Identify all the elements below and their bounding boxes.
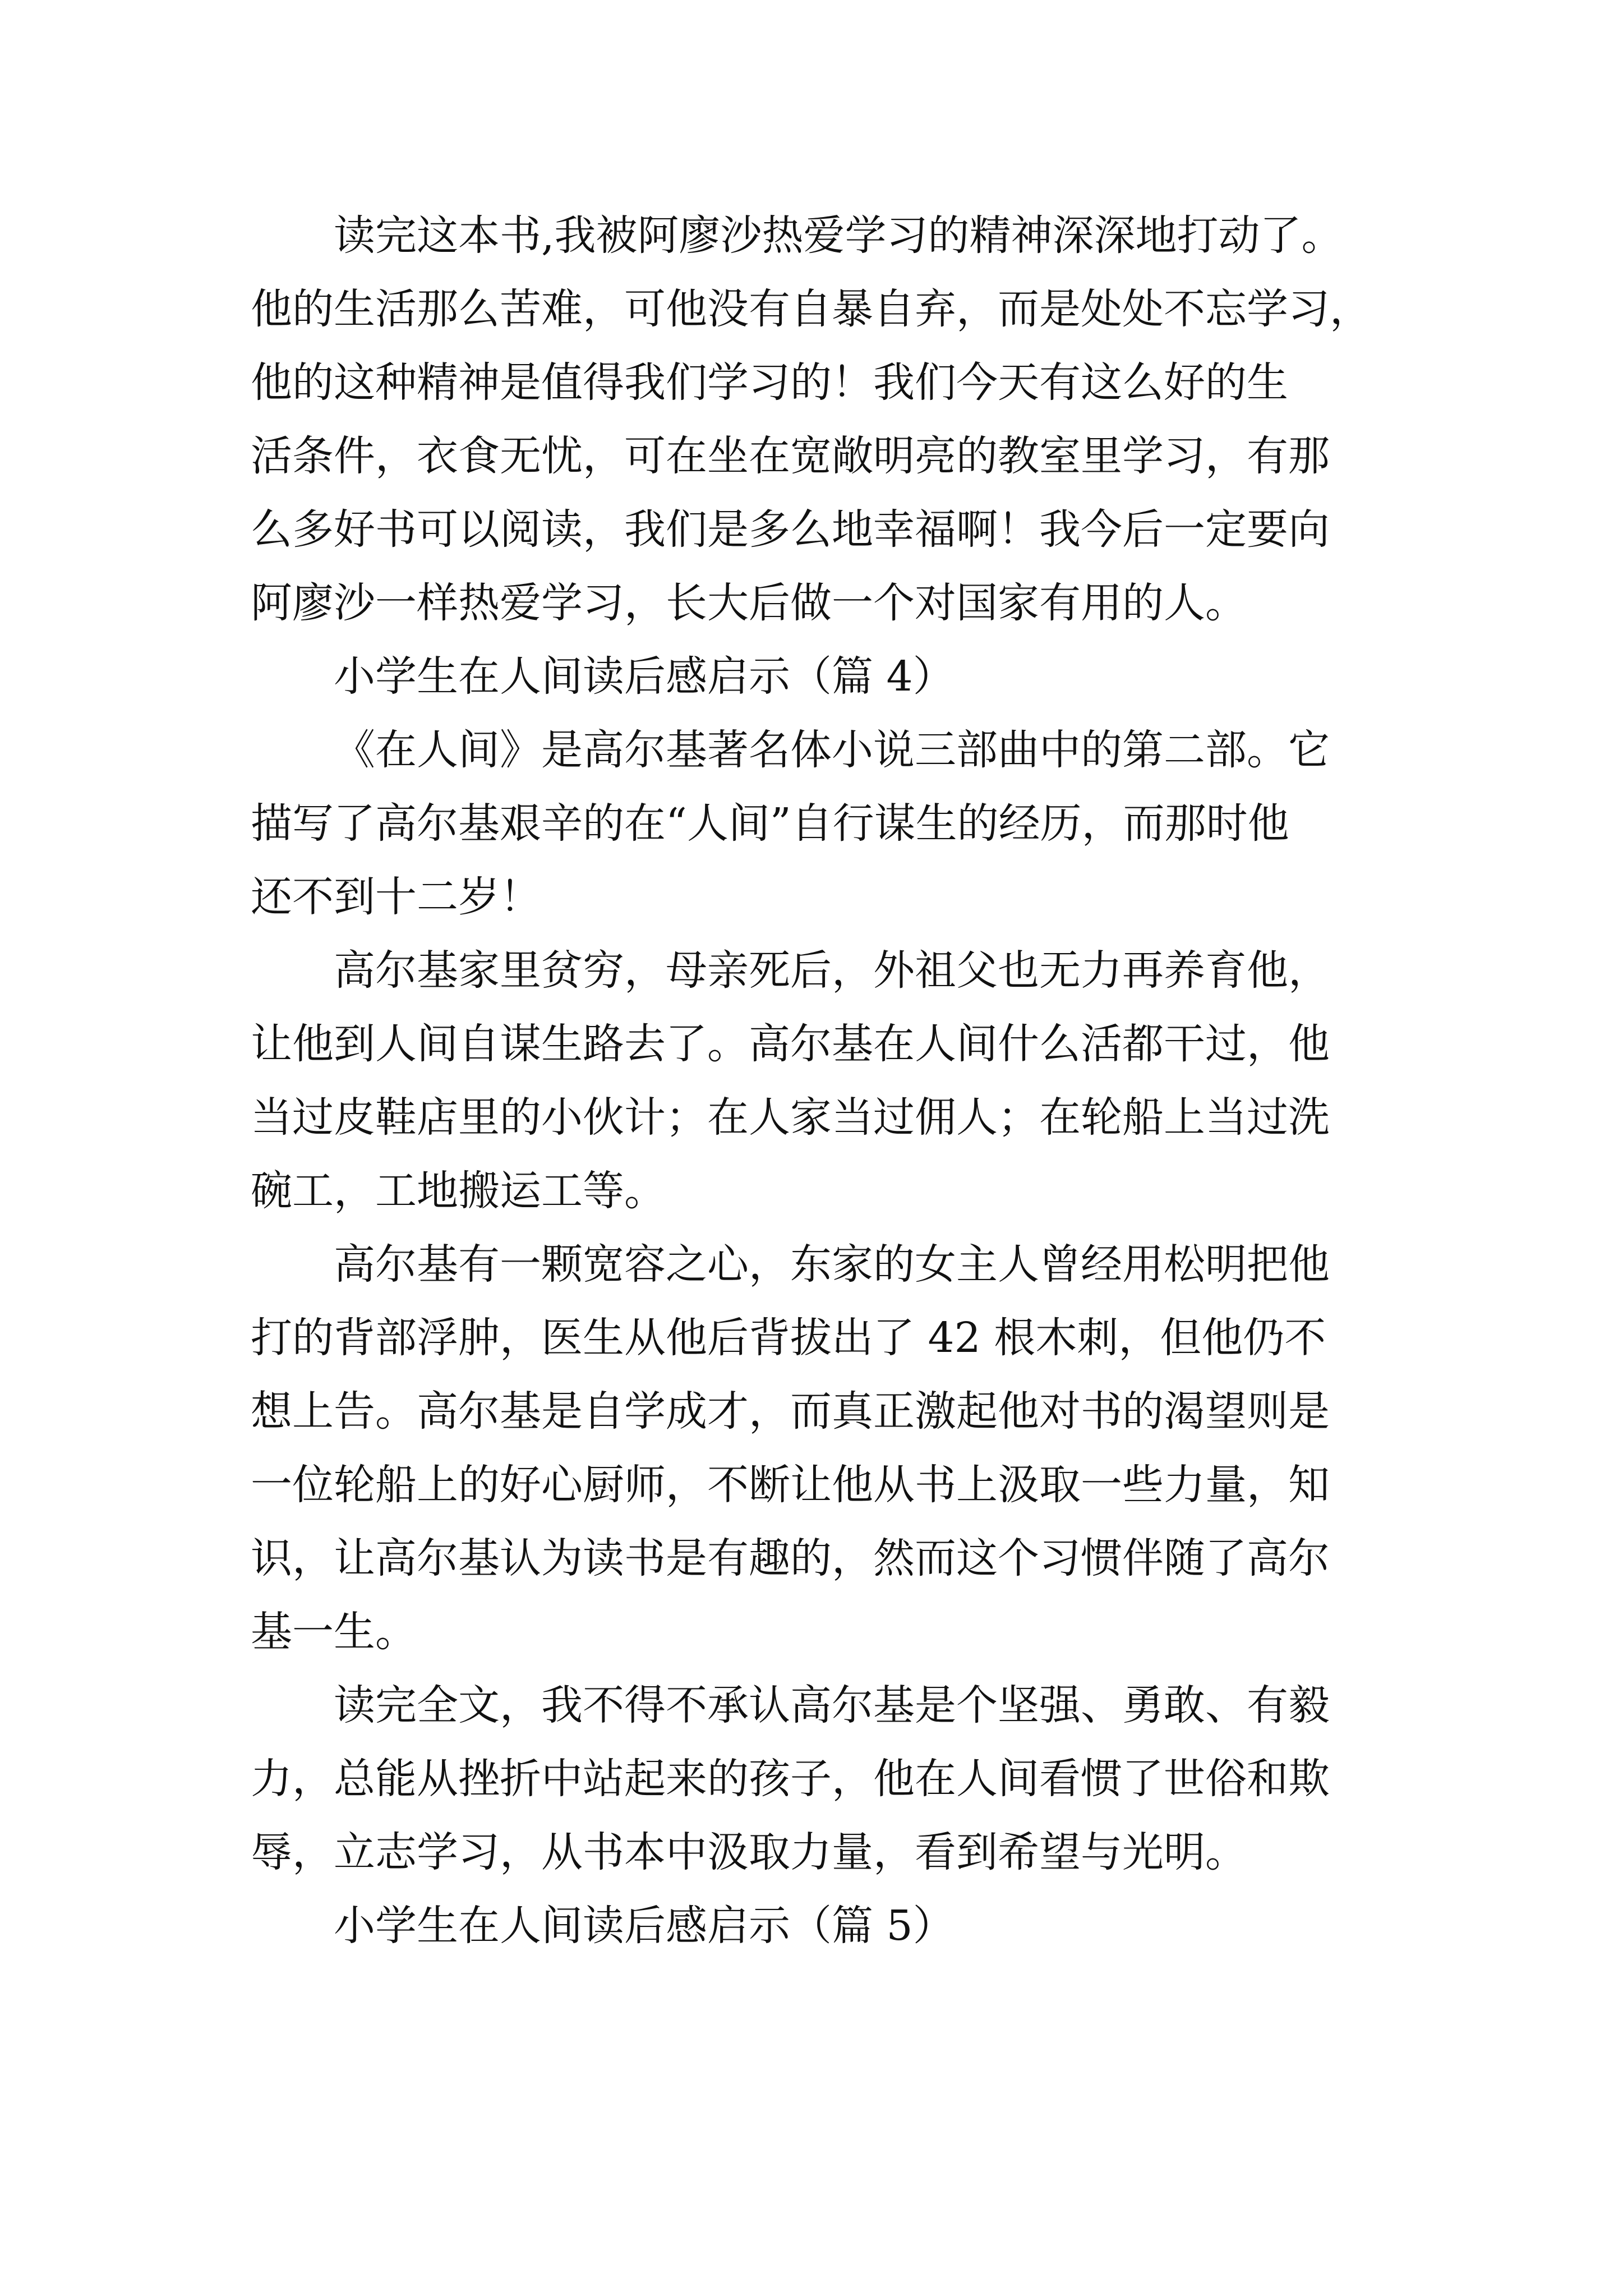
paragraph-line: 辱，立志学习，从书本中汲取力量，看到希望与光明。 <box>251 1828 1247 1876</box>
paragraph-line: 他的这种精神是值得我们学习的！我们今天有这么好的生 <box>251 358 1288 407</box>
paragraph-line: 读完这本书,我被阿廖沙热爱学习的精神深深地打动了。 <box>334 211 1343 260</box>
section-heading: 小学生在人间读后感启示（篇 4） <box>334 652 955 701</box>
paragraph-line: 让他到人间自谋生路去了。高尔基在人间什么活都干过，他 <box>251 1020 1330 1068</box>
document-body <box>251 199 1372 1963</box>
paragraph-line: 《在人间》是高尔基著名体小说三部曲中的第二部。它 <box>334 726 1330 774</box>
paragraph-line: 一位轮船上的好心厨师，不断让他从书上汲取一些力量，知 <box>251 1461 1330 1509</box>
section-heading: 小学生在人间读后感启示（篇 5） <box>334 1902 955 1950</box>
paragraph-line: 读完全文，我不得不承认高尔基是个坚强、勇敢、有毅 <box>334 1681 1330 1729</box>
paragraph-line: 阿廖沙一样热爱学习，长大后做一个对国家有用的人。 <box>251 579 1247 627</box>
paragraph-line: 碗工，工地搬运工等。 <box>251 1167 666 1215</box>
paragraph-line: 高尔基家里贫穷，母亲死后，外祖父也无力再养育他， <box>334 946 1330 995</box>
paragraph-line: 他的生活那么苦难，可他没有自暴自弃，而是处处不忘学习， <box>251 285 1371 333</box>
paragraph-line: 活条件，衣食无忧，可在坐在宽敞明亮的教室里学习，有那 <box>251 432 1330 480</box>
paragraph-line: 当过皮鞋店里的小伙计；在人家当过佣人；在轮船上当过洗 <box>251 1093 1330 1142</box>
paragraph-line: 想上告。高尔基是自学成才，而真正激起他对书的渴望则是 <box>251 1387 1330 1435</box>
paragraph-line: 描写了高尔基艰辛的在“人间”自行谋生的经历，而那时他 <box>251 799 1289 848</box>
paragraph-line: 力，总能从挫折中站起来的孩子，他在人间看惯了世俗和欺 <box>251 1755 1330 1803</box>
paragraph-line: 还不到十二岁！ <box>251 873 541 921</box>
paragraph-line: 么多好书可以阅读，我们是多么地幸福啊！我今后一定要向 <box>251 505 1330 554</box>
paragraph-line: 基一生。 <box>251 1608 417 1656</box>
paragraph-line: 打的背部浮肿，医生从他后背拔出了 42 根木刺，但他仍不 <box>251 1314 1326 1362</box>
paragraph-line: 识，让高尔基认为读书是有趣的，然而这个习惯伴随了高尔 <box>251 1534 1330 1582</box>
paragraph-line: 高尔基有一颗宽容之心，东家的女主人曾经用松明把他 <box>334 1240 1330 1289</box>
